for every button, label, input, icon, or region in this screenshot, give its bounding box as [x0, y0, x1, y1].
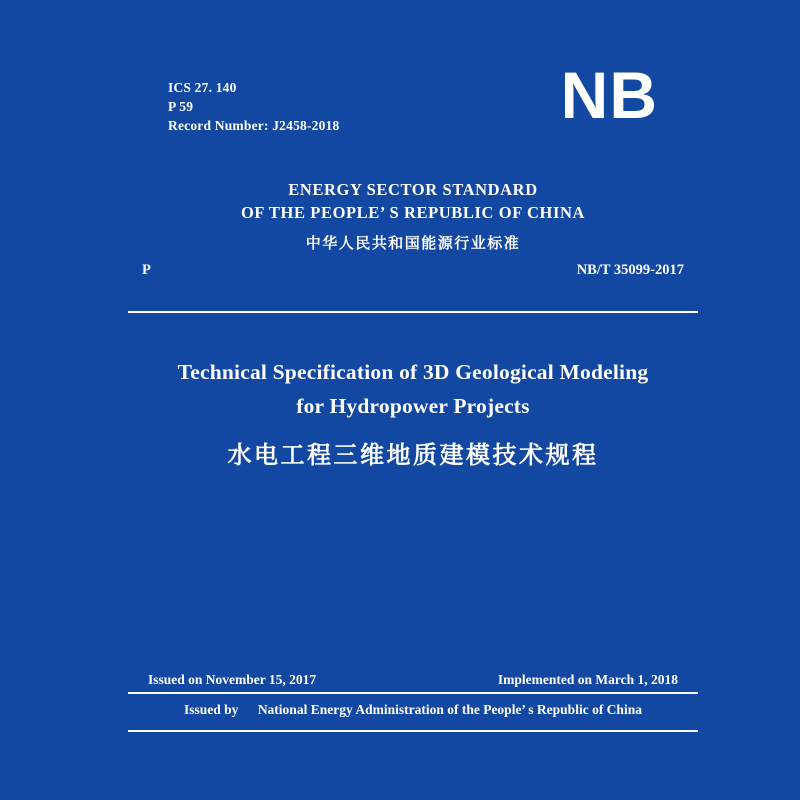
title-english-line-1: Technical Specification of 3D Geological Modeling	[177, 360, 649, 384]
standard-heading-chinese: 中华人民共和国能源行业标准	[305, 234, 521, 252]
title-block	[128, 355, 698, 475]
record-number: Record Number: J2458-2018	[168, 118, 340, 133]
issuer-label: Issued by	[184, 702, 239, 717]
code-row	[142, 262, 684, 279]
professional-code: P	[142, 262, 151, 278]
ics-number: ICS 27. 140	[168, 80, 237, 95]
standard-heading	[128, 178, 698, 258]
date-row	[148, 672, 678, 688]
issued-date: Issued on November 15, 2017	[148, 672, 317, 687]
divider-bottom-1	[128, 692, 698, 694]
standard-heading-line-2: OF THE PEOPLE’ S REPUBLIC OF CHINA	[240, 203, 586, 222]
issuer-organization: National Energy Administration of the People’ s Republic of China	[257, 702, 642, 717]
cover-content-area	[128, 0, 698, 800]
nb-logo: NB	[560, 58, 658, 132]
title-chinese: 水电工程三维地质建模技术规程	[227, 441, 599, 469]
classification-code: P 59	[168, 99, 194, 114]
issuer-row	[128, 702, 698, 718]
divider-bottom-2	[128, 730, 698, 732]
standard-number: NB/T 35099-2017	[576, 262, 684, 278]
identification-block	[168, 78, 339, 135]
divider-top	[128, 311, 698, 313]
implemented-date: Implemented on March 1, 2018	[497, 672, 678, 687]
title-english-line-2: for Hydropower Projects	[296, 394, 530, 418]
standard-heading-line-1: ENERGY SECTOR STANDARD	[288, 180, 538, 199]
